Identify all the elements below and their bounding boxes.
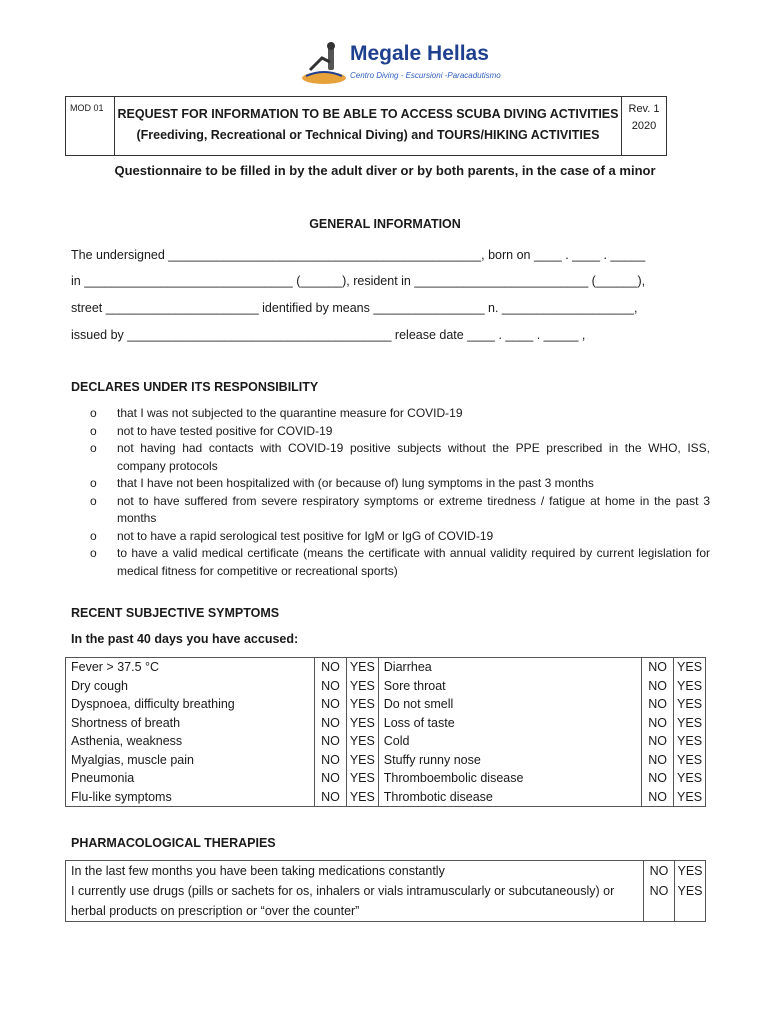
symptom-no[interactable]: NO	[315, 751, 347, 770]
symptom-label: Fever > 37.5 °C	[66, 658, 315, 677]
declaration-list	[90, 405, 710, 580]
symptom-yes[interactable]: YES	[346, 677, 378, 696]
symptom-yes[interactable]: YES	[674, 658, 706, 677]
revision-cell	[621, 97, 666, 155]
symptom-label: Sore throat	[378, 677, 641, 696]
bullet-icon: o	[90, 546, 97, 560]
street-line[interactable]: street ______________________ identified by means ________________ n. ___________________,	[71, 301, 638, 315]
pharma-1-no[interactable]: NO	[644, 861, 675, 882]
table-row	[66, 677, 706, 696]
revision-year: 2020	[631, 120, 657, 132]
symptom-yes[interactable]: YES	[674, 769, 706, 788]
symptom-no[interactable]: NO	[642, 769, 674, 788]
symptom-yes[interactable]: YES	[674, 732, 706, 751]
symptom-label: Thromboembolic disease	[378, 769, 641, 788]
symptom-no[interactable]: NO	[315, 677, 347, 696]
symptom-label: Flu-like symptoms	[66, 788, 315, 807]
symptom-no[interactable]: NO	[315, 695, 347, 714]
symptom-no[interactable]: NO	[642, 751, 674, 770]
revision-number: Rev. 1	[628, 103, 660, 115]
list-item: o that I was not subjected to the quarantine measure for COVID-19	[90, 405, 710, 423]
bullet-icon: o	[90, 493, 97, 508]
symptom-label: Dyspnoea, difficulty breathing	[66, 695, 315, 714]
symptom-yes[interactable]: YES	[346, 714, 378, 733]
symptom-no[interactable]: NO	[642, 695, 674, 714]
symptom-label: Diarrhea	[378, 658, 641, 677]
table-row	[66, 861, 706, 882]
diver-logo-icon	[300, 40, 348, 88]
bullet-icon: o	[90, 423, 97, 438]
declares-heading: DECLARES UNDER ITS RESPONSIBILITY	[71, 380, 319, 394]
pharma-2-yes[interactable]: YES	[675, 881, 706, 922]
symptom-yes[interactable]: YES	[674, 714, 706, 733]
bullet-icon: o	[90, 441, 97, 455]
symptoms-table	[65, 657, 706, 807]
list-item: o not to have a rapid serological test positive for IgM or IgG of COVID-19	[90, 528, 710, 546]
pharma-question-1: In the last few months you have been taking medications constantly	[66, 861, 644, 882]
table-row	[66, 695, 706, 714]
questionnaire-note: Questionnaire to be filled in by the adult diver or by both parents, in the case of a minor	[114, 163, 656, 178]
table-row	[66, 881, 706, 922]
general-info-heading: GENERAL INFORMATION	[309, 217, 461, 231]
list-item: o not to have tested positive for COVID-19	[90, 423, 710, 441]
list-item: o not having had contacts with COVID-19 positive subjects without the PPE prescribed in the WHO, ISS, company protocols	[90, 441, 710, 473]
table-row	[66, 732, 706, 751]
symptom-no[interactable]: NO	[642, 658, 674, 677]
issued-line[interactable]: issued by ______________________________________ release date ____ . ____ . _____ ,	[71, 328, 586, 342]
symptom-no[interactable]: NO	[315, 788, 347, 807]
symptom-label: Loss of taste	[378, 714, 641, 733]
table-row	[66, 769, 706, 788]
symptom-label: Cold	[378, 732, 641, 751]
symptom-no[interactable]: NO	[315, 769, 347, 788]
list-item: o that I have not been hospitalized with (or because of) lung symptoms in the past 3 months	[90, 475, 710, 493]
bullet-icon: o	[90, 528, 97, 543]
symptom-yes[interactable]: YES	[674, 788, 706, 807]
pharma-1-yes[interactable]: YES	[675, 861, 706, 882]
symptom-label: Pneumonia	[66, 769, 315, 788]
pharma-heading: PHARMACOLOGICAL THERAPIES	[71, 836, 276, 850]
document-title	[114, 104, 622, 146]
birthplace-line[interactable]: in ______________________________ (______), resident in _________________________ (______),	[71, 274, 646, 288]
list-item: o to have a valid medical certificate (means the certificate with annual validity required by current legislation for medical fitness for competitive or recreational sports)	[90, 546, 710, 578]
title-line-2: (Freediving, Recreational or Technical Diving) and TOURS/HIKING ACTIVITIES	[136, 128, 600, 142]
symptom-label: Thrombotic disease	[378, 788, 641, 807]
symptom-yes[interactable]: YES	[346, 751, 378, 770]
symptom-no[interactable]: NO	[642, 788, 674, 807]
symptom-no[interactable]: NO	[315, 658, 347, 677]
company-logo	[300, 40, 500, 88]
symptom-label: Asthenia, weakness	[66, 732, 315, 751]
symptom-yes[interactable]: YES	[346, 788, 378, 807]
undersigned-line[interactable]: The undersigned _____________________________________________, born on ____ . ____ . _____	[71, 248, 646, 262]
symptoms-heading: RECENT SUBJECTIVE SYMPTOMS	[71, 606, 280, 620]
module-code-cell	[66, 97, 115, 155]
symptom-label: Shortness of breath	[66, 714, 315, 733]
symptom-label: Myalgias, muscle pain	[66, 751, 315, 770]
symptom-yes[interactable]: YES	[346, 695, 378, 714]
table-row	[66, 751, 706, 770]
symptom-no[interactable]: NO	[642, 677, 674, 696]
pharma-2-no[interactable]: NO	[644, 881, 675, 922]
logo-title: Megale Hellas	[350, 42, 489, 65]
pharma-question-2: I currently use drugs (pills or sachets for os, inhalers or vials intramuscularly or subcutaneously) or herbal products on prescription or “over the counter”	[66, 881, 644, 922]
module-code: MOD 01	[70, 103, 104, 113]
symptom-yes[interactable]: YES	[346, 732, 378, 751]
symptom-yes[interactable]: YES	[674, 677, 706, 696]
list-item: o not to have suffered from severe respiratory symptoms or extreme tiredness / fatigue at home in the past 3 months	[90, 493, 710, 525]
table-row	[66, 714, 706, 733]
bullet-icon: o	[90, 476, 97, 490]
symptoms-subheading: In the past 40 days you have accused:	[71, 632, 299, 646]
symptom-no[interactable]: NO	[315, 732, 347, 751]
symptom-no[interactable]: NO	[315, 714, 347, 733]
symptom-yes[interactable]: YES	[346, 658, 378, 677]
logo-subtitle: Centro Diving - Escursioni -Paracadutismo	[350, 71, 501, 80]
bullet-icon: o	[90, 406, 97, 420]
symptom-label: Stuffy runny nose	[378, 751, 641, 770]
symptom-no[interactable]: NO	[642, 732, 674, 751]
table-row	[66, 658, 706, 677]
symptom-yes[interactable]: YES	[674, 695, 706, 714]
symptom-label: Do not smell	[378, 695, 641, 714]
table-row	[66, 788, 706, 807]
symptom-yes[interactable]: YES	[346, 769, 378, 788]
symptom-label: Dry cough	[66, 677, 315, 696]
symptom-no[interactable]: NO	[642, 714, 674, 733]
symptom-yes[interactable]: YES	[674, 751, 706, 770]
pharma-table	[65, 860, 706, 922]
title-line-1: REQUEST FOR INFORMATION TO BE ABLE TO ACCESS SCUBA DIVING ACTIVITIES	[117, 107, 619, 121]
document-header	[65, 96, 667, 156]
